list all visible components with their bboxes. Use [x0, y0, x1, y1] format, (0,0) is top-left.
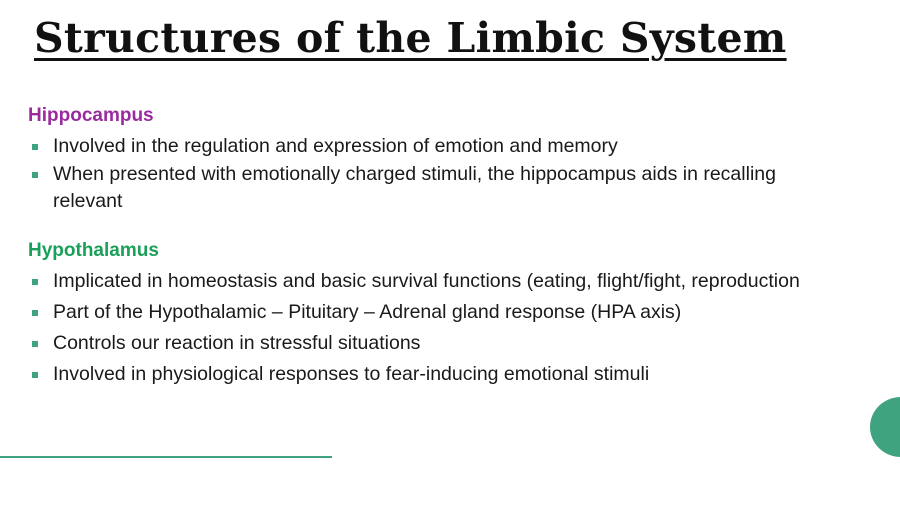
bullet-text: Implicated in homeostasis and basic survival functions (eating, flight/fight, reproduction — [53, 270, 800, 292]
bullet-item — [28, 133, 848, 160]
decorative-divider-line — [0, 456, 332, 458]
bullet-text: When presented with emotionally charged stimuli, the hippocampus aids in recalling relevant — [53, 163, 776, 212]
square-bullet-icon — [32, 341, 38, 347]
bullet-text: Part of the Hypothalamic – Pituitary – Adrenal gland response (HPA axis) — [53, 301, 682, 323]
bullet-list-hypothalamus — [28, 268, 848, 388]
section-hippocampus — [28, 104, 848, 216]
bullet-item — [28, 299, 848, 326]
section-heading-hippocampus: Hippocampus — [28, 105, 154, 126]
square-bullet-icon — [32, 144, 38, 150]
bullet-list-hippocampus — [28, 133, 848, 215]
section-heading-hypothalamus: Hypothalamus — [28, 240, 159, 261]
bullet-item — [28, 268, 848, 295]
section-hypothalamus — [28, 239, 848, 392]
bullet-text: Involved in the regulation and expression of emotion and memory — [53, 135, 618, 157]
decorative-circle — [870, 397, 900, 457]
square-bullet-icon — [32, 310, 38, 316]
square-bullet-icon — [32, 372, 38, 378]
square-bullet-icon — [32, 279, 38, 285]
bullet-item — [28, 161, 848, 215]
square-bullet-icon — [32, 172, 38, 178]
bullet-text: Involved in physiological responses to fear-inducing emotional stimuli — [53, 363, 650, 385]
bullet-item — [28, 330, 848, 357]
bullet-item — [28, 361, 848, 388]
slide-title: Structures of the Limbic System — [34, 14, 787, 62]
bullet-text: Controls our reaction in stressful situations — [53, 332, 421, 354]
